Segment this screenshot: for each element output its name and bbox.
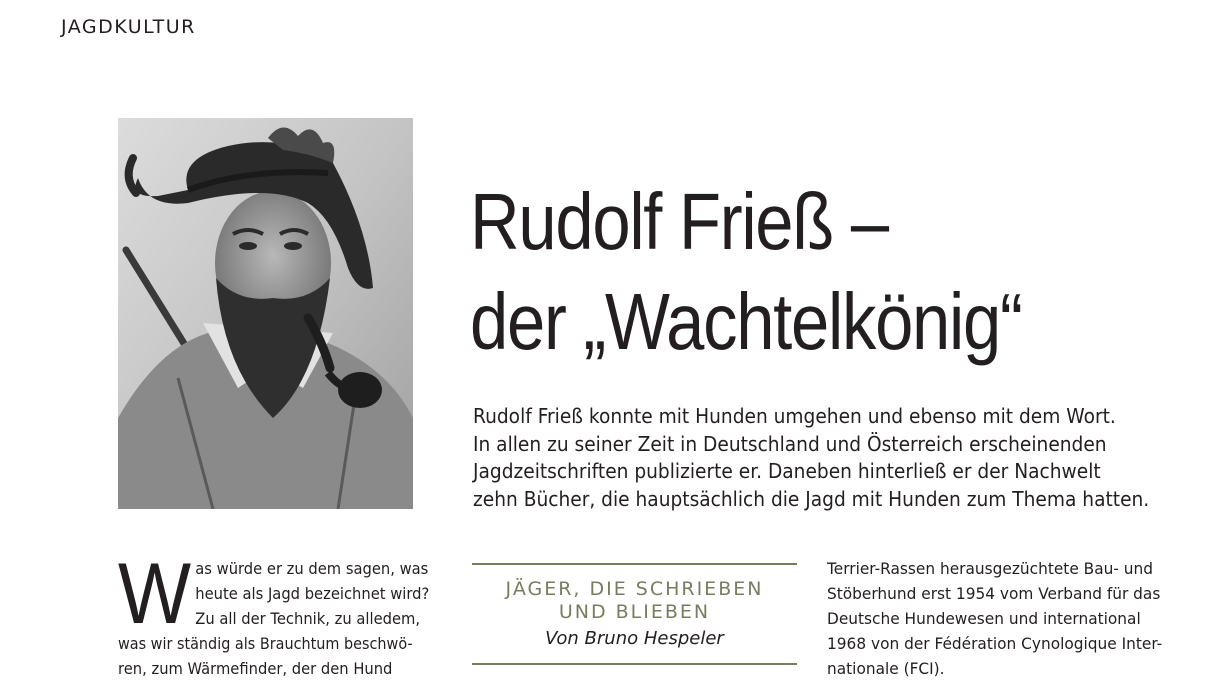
series-title-line: JÄGER, DIE SCHRIEBEN [505, 578, 764, 600]
body-line: Deutsche Hundewesen und international [827, 609, 1141, 628]
body-line: Terrier-Rassen herausgezüchtete Bau- und [827, 559, 1153, 578]
body-line: Zu all der Technik, zu alledem, [195, 609, 421, 628]
portrait-photo [118, 118, 413, 509]
body-line: 1968 von der Fédération Cynologique Inter- [827, 634, 1163, 653]
headline-line: Rudolf Frieß – [470, 177, 888, 266]
body-column-3 [827, 556, 1163, 681]
body-column-1 [118, 546, 444, 681]
lead-line: zehn Bücher, die hauptsächlich die Jagd mit Hunden zum Thema hatten. [473, 486, 1150, 511]
body-line: Stöberhund erst 1954 vom Verband für das [827, 584, 1161, 603]
body-line: ren, zum Wärmefinder, der den Hund [118, 659, 393, 678]
drop-cap: W [118, 546, 192, 642]
body-line: heute als Jagd bezeichnet wird? [195, 584, 430, 603]
body-line: was wir ständig als Brauchtum beschwö- [118, 634, 413, 653]
series-title [472, 578, 797, 624]
body-line: nationale (FCI). [827, 659, 945, 678]
series-box [472, 578, 797, 650]
lead-line: Jagdzeitschriften publizierte er. Daneben hinterließ er der Nachwelt [473, 459, 1101, 483]
body-line: as würde er zu dem sagen, was [195, 559, 429, 578]
series-rule-top [472, 563, 797, 565]
series-title-line: UND BLIEBEN [558, 601, 711, 623]
headline-line: der „Wachtelkönig“ [470, 277, 1022, 366]
author-byline: Von Bruno Hespeler [545, 628, 724, 649]
lead-line: Rudolf Frieß konnte mit Hunden umgehen und ebenso mit dem Wort. [473, 404, 1116, 428]
article-lead [473, 403, 1173, 513]
article-headline [470, 172, 1106, 372]
series-rule-bottom [472, 663, 797, 665]
section-label: JAGDKULTUR [61, 16, 196, 38]
lead-line: In allen zu seiner Zeit in Deutschland und Österreich erscheinenden [473, 431, 1107, 456]
